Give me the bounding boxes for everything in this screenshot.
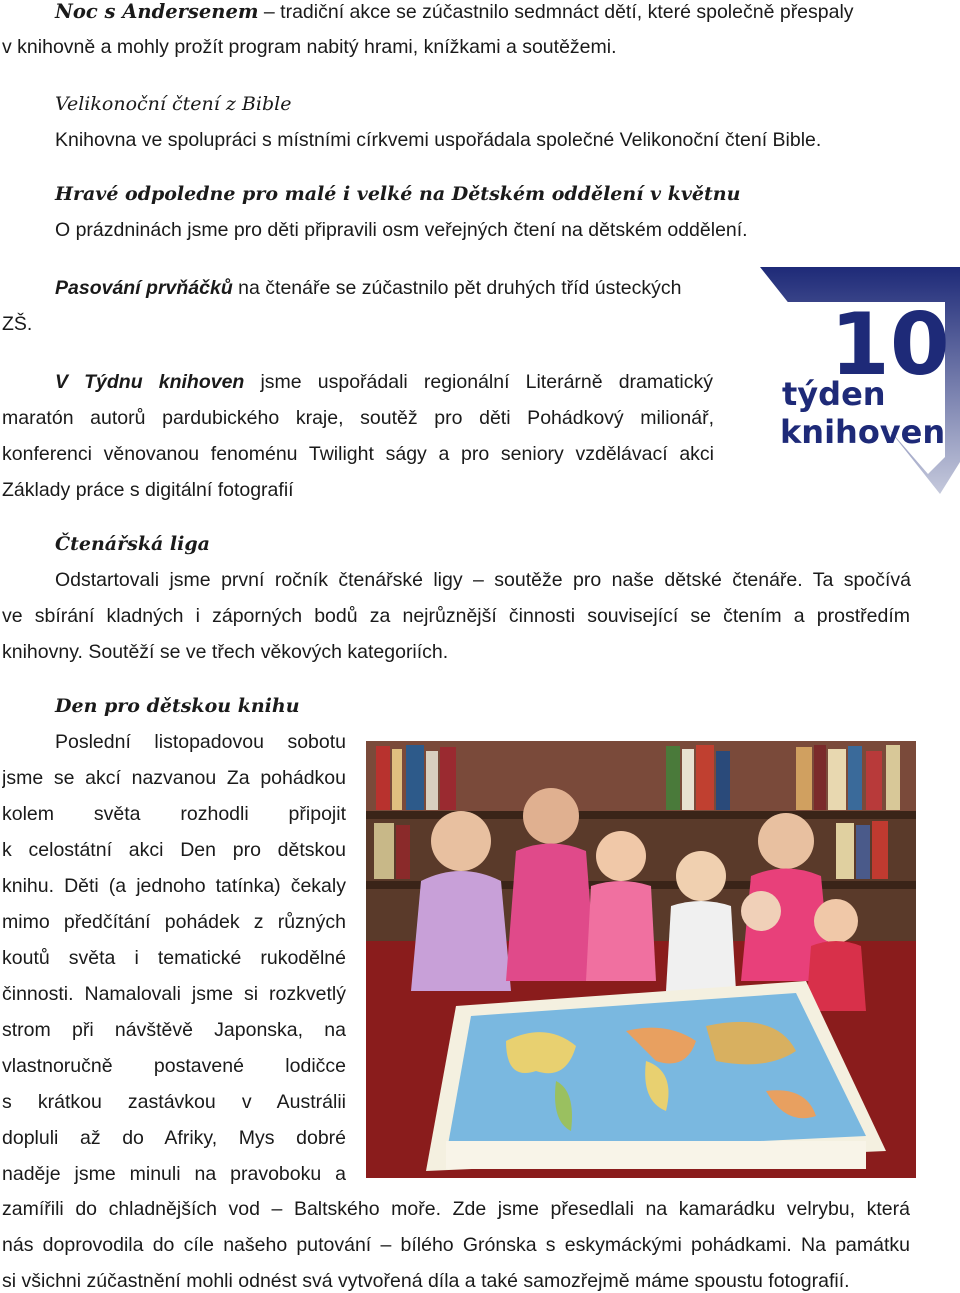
logo-number: 10 <box>830 295 950 395</box>
den-wide-3: si všichni zúčastnění mohli odnést svá vytvořená díla a také samozřejmě máme spoustu fotografií. <box>2 1270 850 1292</box>
den-narrow-2: jsme se akcí nazvanou Za pohádkou <box>2 767 346 789</box>
velikonoce-title: Velikonoční čtení z Bible <box>55 93 292 115</box>
tyden-text-2: maratón autorů pardubického kraje, soutěž pro děti Pohádkový milionář, <box>2 407 714 429</box>
den-narrow-3: kolem světa rozhodli připojit <box>2 803 346 825</box>
world-map <box>426 981 886 1171</box>
noc-text-1: – tradiční akce se zúčastnilo sedmnáct dětí, které společně přespaly <box>258 1 854 23</box>
tyden-title: V Týdnu knihoven <box>55 371 245 393</box>
children-map-photo <box>366 741 916 1178</box>
velikonoce-text: Knihovna ve spolupráci s místními církvemi uspořádala společné Velikonoční čtení Bible. <box>55 129 822 151</box>
tyden-knihoven-logo <box>740 262 960 494</box>
den-narrow-11: s krátkou zastávkou v Austrálii <box>2 1091 346 1113</box>
pasovani-text-1: na čtenáře se zúčastnilo pět druhých tříd ústeckých <box>232 277 682 299</box>
tyden-text-3: konferenci věnovanou fenoménu Twilight ságy a pro seniory vzdělávací akci <box>2 443 714 465</box>
noc-text-2: v knihovně a mohly prožít program nabitý hrami, knížkami a soutěžemi. <box>2 36 617 58</box>
den-narrow-4: k celostátní akci Den pro dětskou <box>2 839 346 861</box>
pasovani-text-2: ZŠ. <box>2 313 33 335</box>
den-narrow-13: naděje jsme minuli na pravoboku a <box>2 1163 346 1185</box>
liga-text-3: knihovny. Soutěží se ve třech věkových kategoriích. <box>2 641 449 663</box>
den-narrow-7: koutů světa i tematické rukodělné <box>2 947 346 969</box>
den-narrow-6: mimo předčítání pohádek z různých <box>2 911 346 933</box>
tyden-line-1 <box>55 370 713 394</box>
den-wide-1: zamířili do chladnějších vod – Baltského moře. Zde jsme přesedlali na kamarádku velrybu, která <box>2 1198 910 1220</box>
liga-title: Čtenářská liga <box>55 533 210 555</box>
den-title: Den pro dětskou knihu <box>55 695 300 717</box>
noc-line-1 <box>55 0 910 24</box>
den-narrow-8: činnosti. Namalovali jsme si rozkvetlý <box>2 983 346 1005</box>
den-narrow-5: knihu. Děti (a jednoho tatínka) čekaly <box>2 875 346 897</box>
den-narrow-12: dopluli až do Afriky, Mys dobré <box>2 1127 346 1149</box>
hrave-text: O prázdninách jsme pro děti připravili osm veřejných čtení na dětském oddělení. <box>55 219 748 241</box>
logo-line-1: týden <box>782 375 886 413</box>
logo-line-2: knihoven <box>780 413 946 451</box>
noc-title: Noc s Andersenem <box>55 0 259 23</box>
pasovani-title: Pasování prvňáčků <box>55 277 233 299</box>
tyden-text-1: jsme uspořádali regionální Literárně dramatický <box>244 371 713 393</box>
liga-text-1: Odstartovali jsme první ročník čtenářské ligy – soutěže pro naše dětské čtenáře. Ta spočívá <box>55 569 911 591</box>
pasovani-line <box>55 276 682 300</box>
den-narrow-1: Poslední listopadovou sobotu <box>55 731 346 753</box>
den-narrow-10: vlastnoručně postavené lodičce <box>2 1055 346 1077</box>
hrave-title: Hravé odpoledne pro malé i velké na Dětském oddělení v květnu <box>55 183 741 205</box>
den-wide-2: nás doprovodila do cíle našeho putování – bílého Grónska s eskymáckými pohádkami. Na památku <box>2 1234 910 1256</box>
tyden-text-4: Základy práce s digitální fotografií <box>2 479 294 501</box>
den-narrow-9: strom při návštěvě Japonska, na <box>2 1019 346 1041</box>
liga-text-2: ve sbírání kladných i záporných bodů za nejrůznější činnosti související se čtením a prostředím <box>2 605 910 627</box>
